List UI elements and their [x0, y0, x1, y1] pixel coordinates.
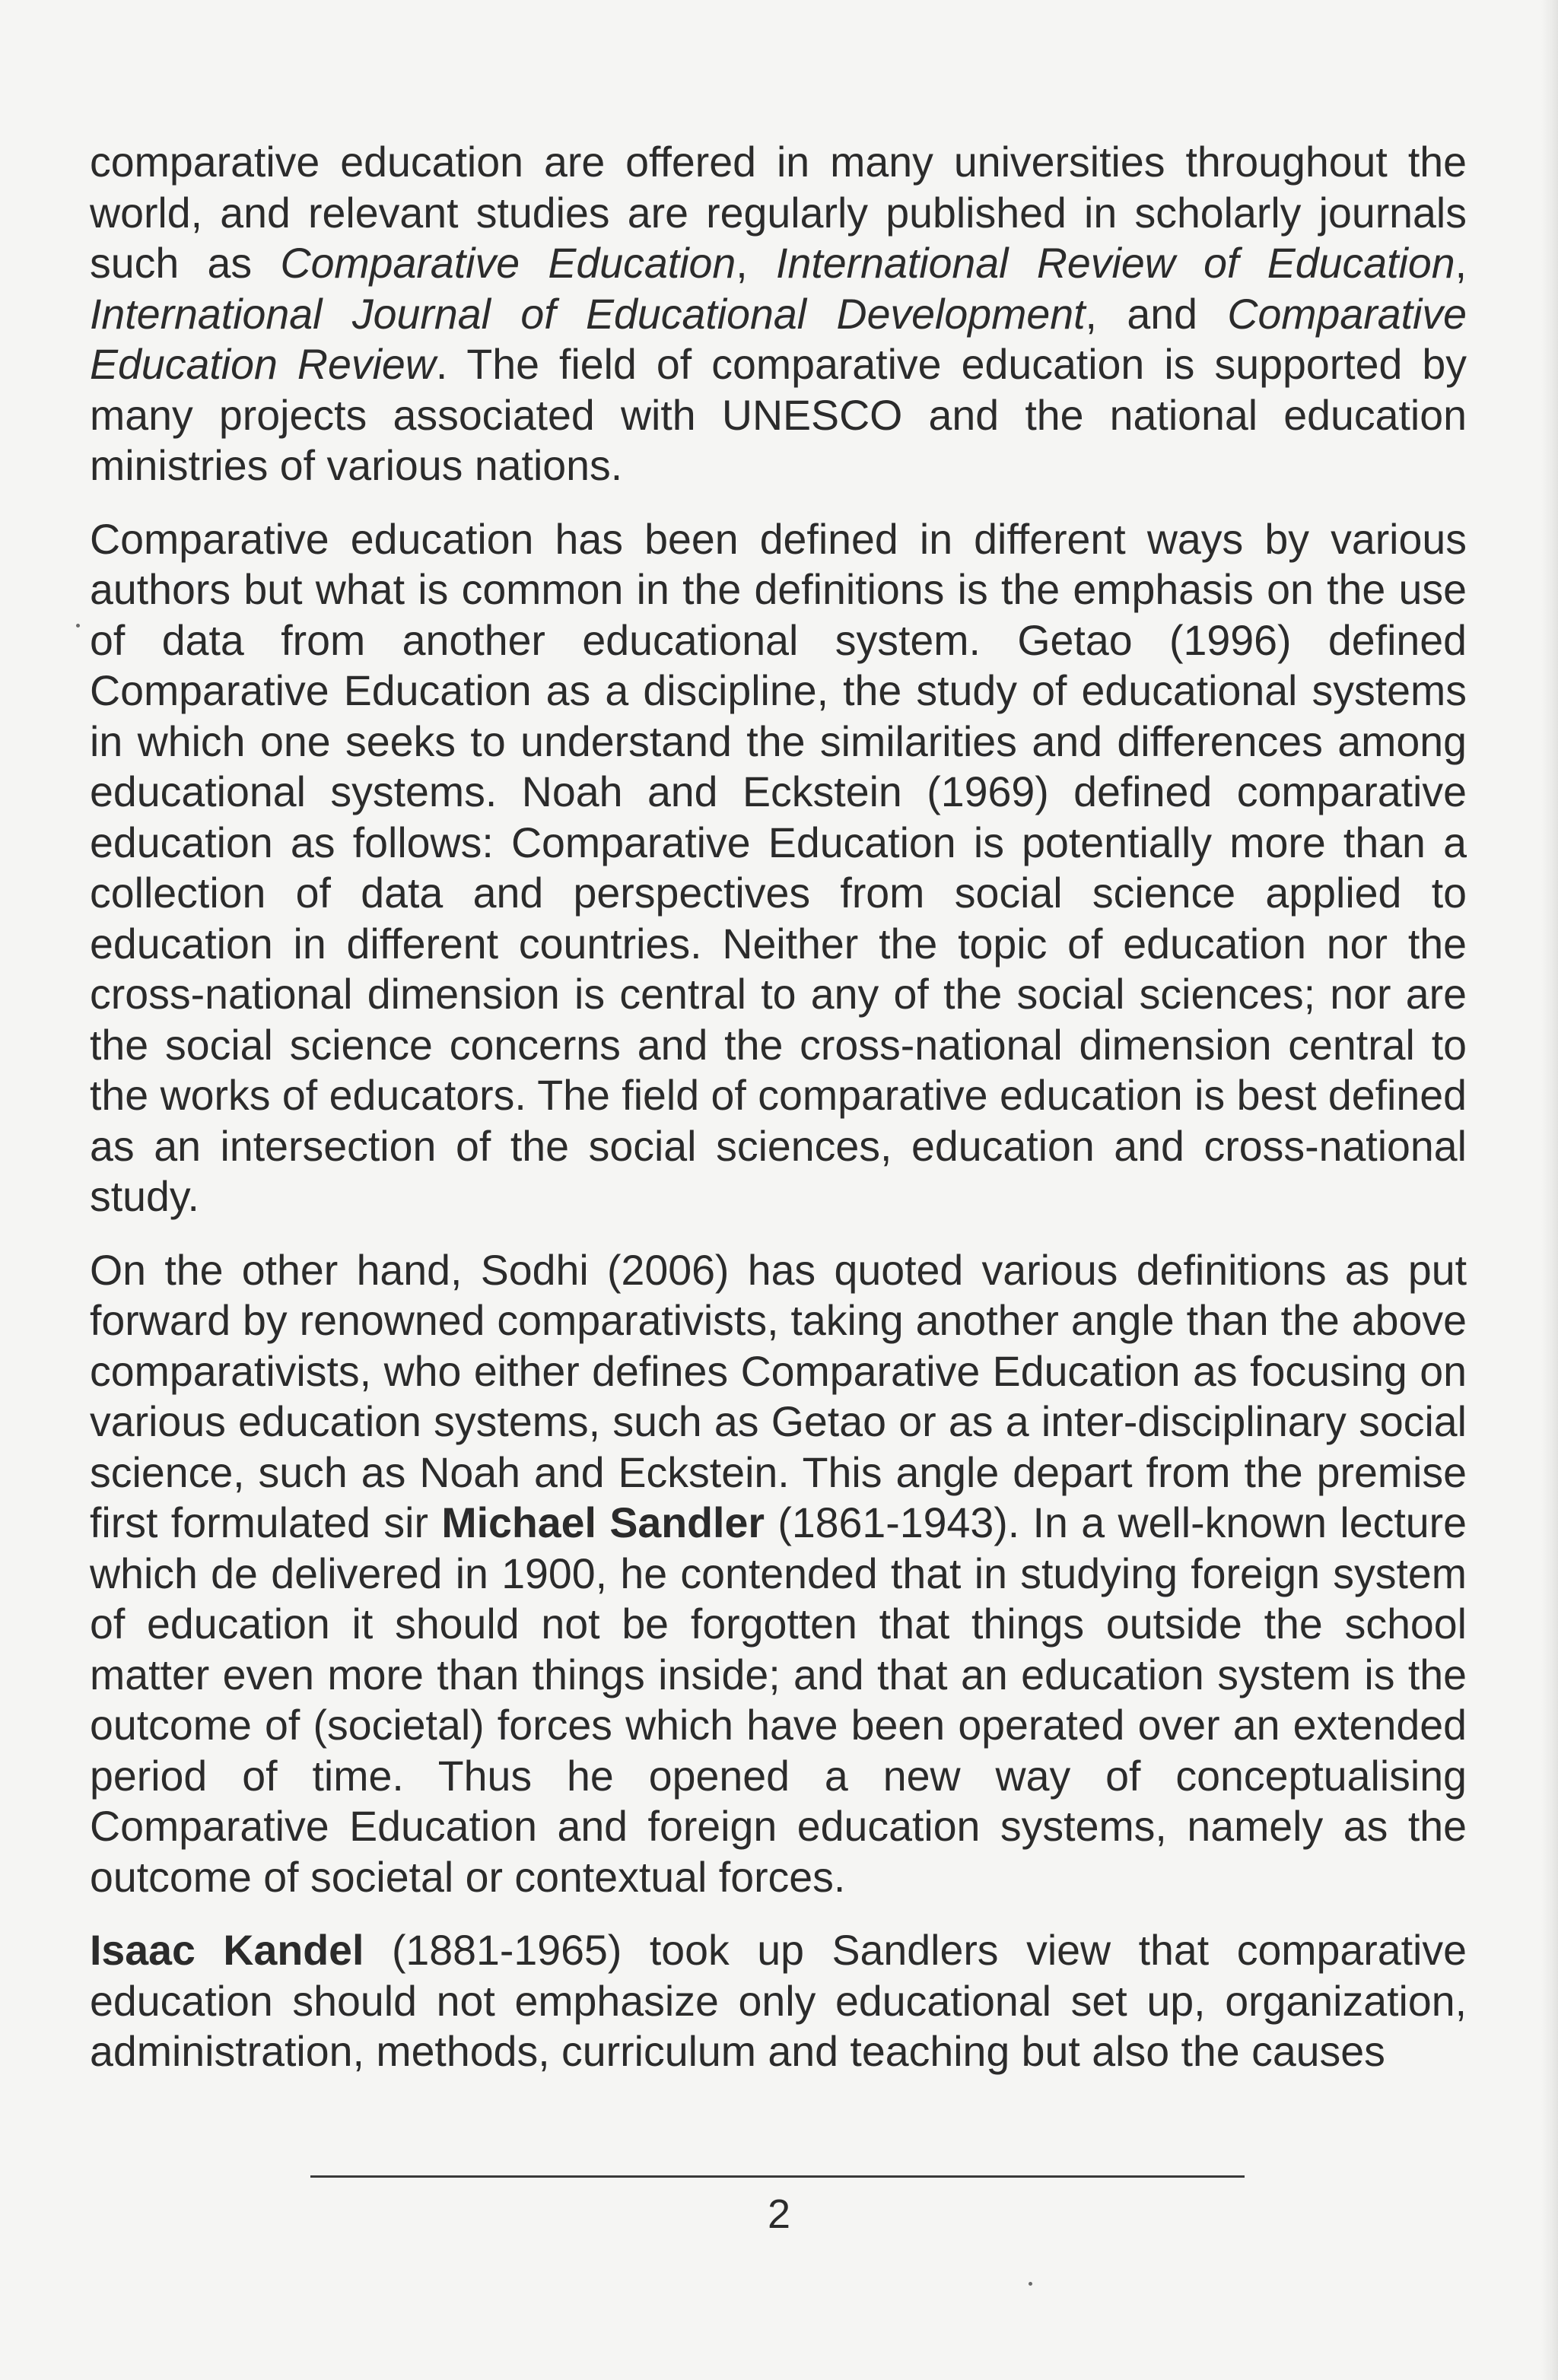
journal-title: Comparative Education [280, 240, 736, 287]
scan-speck [1029, 2282, 1032, 2286]
page-number: 2 [767, 2191, 791, 2237]
text-run: (1861-1943). In a well-known lecture which de delivered in 1900, he contended that in studying foreign system of education it should not be forgotten that things outside the school matter even more than things inside; and that an education system is the outcome of (societal) forces which have been operated over an extended period of time. Thus he opened a new way of conceptualising Comparative Education and foreign education systems, namely as the outcome of societal or contextual forces. [90, 1499, 1467, 1901]
person-name: Isaac Kandel [90, 1927, 364, 1974]
journal-title: International Journal of Educational Development [90, 290, 1086, 338]
text-run: . The field of comparative education is supported by many projects associated with UNESCO and the national education ministries of various nations. [90, 341, 1467, 489]
scan-edge-shadow [1541, 0, 1558, 2380]
body-text [90, 137, 1467, 2100]
person-name: Michael Sandler [441, 1499, 765, 1546]
text-run: (1881-1965) took up Sandlers view that comparative education should not emphasize only educational set up, organization, administration, methods, curriculum and teaching but also the causes [90, 1927, 1467, 2075]
text-run: , [1455, 240, 1467, 287]
text-run: comparative education are offered in many universities throughout the world, and relevant studies are regularly published in scholarly journals such as [90, 138, 1467, 287]
scan-speck [76, 624, 80, 628]
footer-rule [310, 2175, 1245, 2178]
paragraph-kandel [90, 1925, 1467, 2077]
journal-title: International Review of Education [776, 240, 1455, 287]
text-run: On the other hand, Sodhi (2006) has quoted various definitions as put forward by renowned comparativists, taking another angle than the above comparativists, who either defines Comparative Education as focusing on various education systems, such as Getao or as a inter-disciplinary social science, such as Noah and Eckstein. This angle depart from the premise first formulated sir [90, 1246, 1467, 1546]
text-run: , [736, 240, 777, 287]
paragraph-sodhi-sandler [90, 1245, 1467, 1903]
journal-title: Comparative Education Review [90, 290, 1467, 388]
paragraph-definitions: Comparative education has been defined in different ways by various authors but what is common in the definitions is the emphasis on the use of data from another educational system. Getao (1996) defined Comparative Education as a discipline, the study of educational systems in which one seeks to understand the similarities and differences among educational systems. Noah and Eckstein (1969) defined comparative education as follows: Comparative Education is potentially more than a collection of data and perspectives from social science applied to education in different countries. Neither the topic of education nor the cross-national dimension is central to any of the social sciences; nor are the social science concerns and the cross-national dimension central to the works of educators. The field of comparative education is best defined as an intersection of the social sciences, education and cross-national study. [90, 515, 1467, 1220]
text-run: , and [1085, 290, 1228, 338]
paragraph-journals [90, 137, 1467, 491]
